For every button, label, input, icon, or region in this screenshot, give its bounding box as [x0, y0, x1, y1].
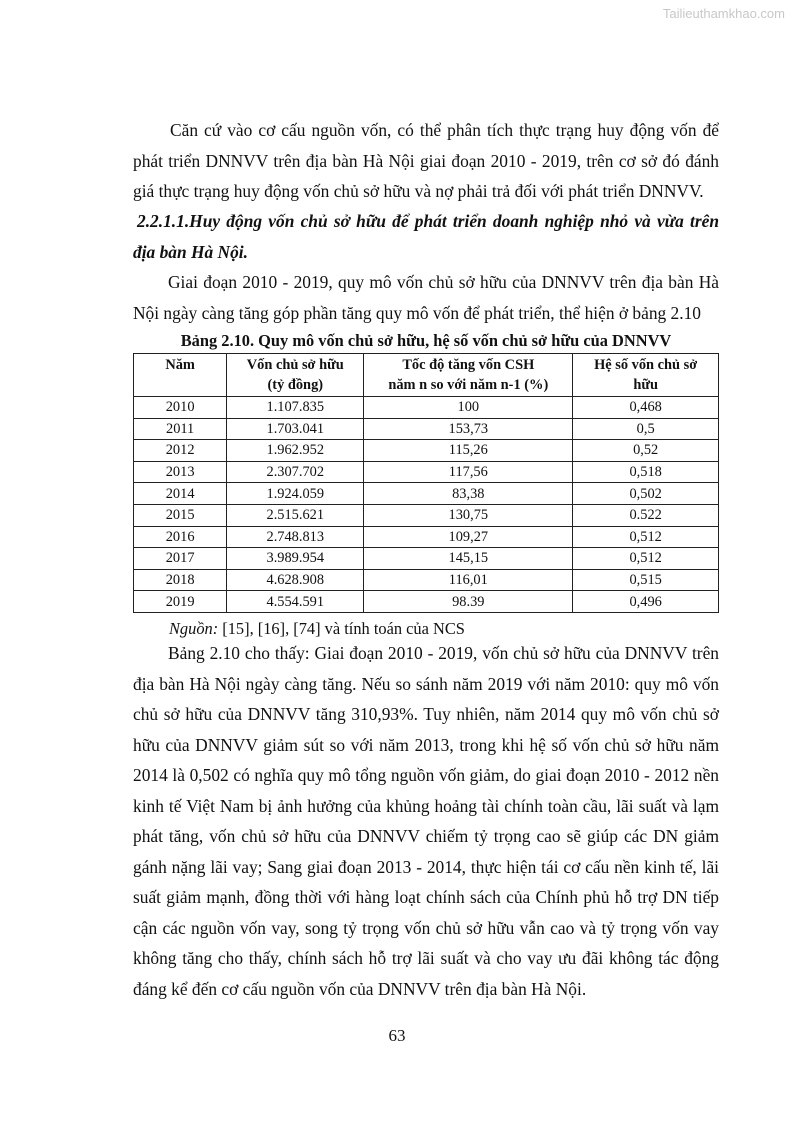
table-row [134, 461, 719, 483]
header-year: Năm [134, 354, 227, 397]
table-row [134, 548, 719, 570]
equity-table [133, 353, 719, 613]
cell-equity: 1.924.059 [227, 483, 364, 505]
source-label: Nguồn: [169, 619, 219, 638]
cell-year: 2019 [134, 591, 227, 613]
cell-growth: 109,27 [364, 526, 573, 548]
cell-ratio: 0,502 [573, 483, 719, 505]
section-heading: 2.2.1.1.Huy động vốn chủ sở hữu để phát triển doanh nghiệp nhỏ và vừa trên địa bàn Hà Nội. [133, 211, 719, 262]
cell-equity: 1.107.835 [227, 397, 364, 419]
table-header-row [134, 354, 719, 397]
cell-growth: 130,75 [364, 504, 573, 526]
source-text: [15], [16], [74] và tính toán của NCS [218, 619, 465, 638]
cell-equity: 4.554.591 [227, 591, 364, 613]
cell-growth: 145,15 [364, 548, 573, 570]
cell-year: 2017 [134, 548, 227, 570]
table-row [134, 504, 719, 526]
cell-equity: 4.628.908 [227, 569, 364, 591]
table-row [134, 418, 719, 440]
cell-ratio: 0,512 [573, 548, 719, 570]
table-row [134, 526, 719, 548]
cell-growth: 116,01 [364, 569, 573, 591]
cell-equity: 3.989.954 [227, 548, 364, 570]
table-intro-paragraph: Giai đoạn 2010 - 2019, quy mô vốn chủ sở hữu của DNNVV trên địa bàn Hà Nội ngày càng tăng góp phần tăng quy mô vốn để phát triển, thể hiện ở bảng 2.10 [133, 272, 719, 323]
cell-growth: 98.39 [364, 591, 573, 613]
table-row [134, 591, 719, 613]
cell-year: 2016 [134, 526, 227, 548]
cell-growth: 115,26 [364, 440, 573, 462]
cell-growth: 153,73 [364, 418, 573, 440]
table-row [134, 440, 719, 462]
cell-equity: 2.748.813 [227, 526, 364, 548]
cell-ratio: 0,496 [573, 591, 719, 613]
header-equity [227, 354, 364, 397]
analysis-paragraph: Bảng 2.10 cho thấy: Giai đoạn 2010 - 2019, vốn chủ sở hữu của DNNVV trên địa bàn Hà Nội ngày càng tăng. Nếu so sánh năm 2019 với năm 2010: quy mô vốn chủ sở hữu của DNNVV tăng 310,93%. Tuy nhiên, năm 2014 quy mô vốn chủ sở hữu của DNNVV giảm sút so với năm 2013, trong khi hệ số vốn chủ sở hữu năm 2014 là 0,502 có nghĩa quy mô tổng nguồn vốn giảm, do giai đoạn 2010 - 2012 nền kinh tế Việt Nam bị ảnh hưởng của khủng hoảng tài chính toàn cầu, lãi suất và lạm phát tăng, vốn chủ sở hữu của DNNVV chiếm tỷ trọng cao sẽ giúp các DN giảm gánh nặng lãi vay; Sang giai đoạn 2013 - 2014, thực hiện tái cơ cấu nền kinh tế, lãi suất giảm mạnh, đồng thời với hàng loạt chính sách của Chính phủ hỗ trợ DN tiếp cận các nguồn vốn vay, song tỷ trọng vốn chủ sở hữu vẫn cao và tỷ trọng vốn vay không tăng cho thấy, chính sách hỗ trợ lãi suất và cho vay ưu đãi không tác động đáng kể đến cơ cấu nguồn vốn của DNNVV trên địa bàn Hà Nội. [133, 643, 719, 999]
cell-year: 2014 [134, 483, 227, 505]
cell-year: 2012 [134, 440, 227, 462]
table-caption: Bảng 2.10. Quy mô vốn chủ sở hữu, hệ số vốn chủ sở hữu của DNNVV [180, 331, 672, 350]
header-ratio-line1: Hệ số vốn chủ sở [594, 357, 698, 373]
cell-ratio: 0,468 [573, 397, 719, 419]
table-row [134, 569, 719, 591]
cell-equity: 2.515.621 [227, 504, 364, 526]
cell-growth: 100 [364, 397, 573, 419]
cell-ratio: 0,512 [573, 526, 719, 548]
header-growth-line1: Tốc độ tăng vốn CSH [402, 357, 535, 373]
cell-equity: 1.703.041 [227, 418, 364, 440]
table-row [134, 397, 719, 419]
cell-year: 2015 [134, 504, 227, 526]
cell-year: 2011 [134, 418, 227, 440]
table-source [169, 618, 465, 640]
header-ratio-line2: hữu [633, 377, 658, 393]
cell-year: 2018 [134, 569, 227, 591]
header-ratio [573, 354, 719, 397]
cell-equity: 2.307.702 [227, 461, 364, 483]
table-row [134, 483, 719, 505]
cell-ratio: 0,52 [573, 440, 719, 462]
cell-growth: 117,56 [364, 461, 573, 483]
page-number: 63 [388, 1026, 406, 1045]
cell-growth: 83,38 [364, 483, 573, 505]
cell-ratio: 0,518 [573, 461, 719, 483]
cell-year: 2010 [134, 397, 227, 419]
intro-paragraph: Căn cứ vào cơ cấu nguồn vốn, có thể phân tích thực trạng huy động vốn để phát triển DNNVV trên địa bàn Hà Nội giai đoạn 2010 - 2019, trên cơ sở đó đánh giá thực trạng huy động vốn chủ sở hữu và nợ phải trả đối với phát triển DNNVV. [133, 120, 719, 201]
cell-ratio: 0.522 [573, 504, 719, 526]
header-growth [364, 354, 573, 397]
cell-year: 2013 [134, 461, 227, 483]
cell-equity: 1.962.952 [227, 440, 364, 462]
header-growth-line2: năm n so với năm n-1 (%) [388, 377, 549, 393]
cell-ratio: 0,5 [573, 418, 719, 440]
header-equity-line2: (tỷ đồng) [267, 377, 324, 393]
watermark: Tailieuthamkhao.com [662, 6, 785, 21]
cell-ratio: 0,515 [573, 569, 719, 591]
header-equity-line1: Vốn chủ sở hữu [246, 357, 344, 373]
